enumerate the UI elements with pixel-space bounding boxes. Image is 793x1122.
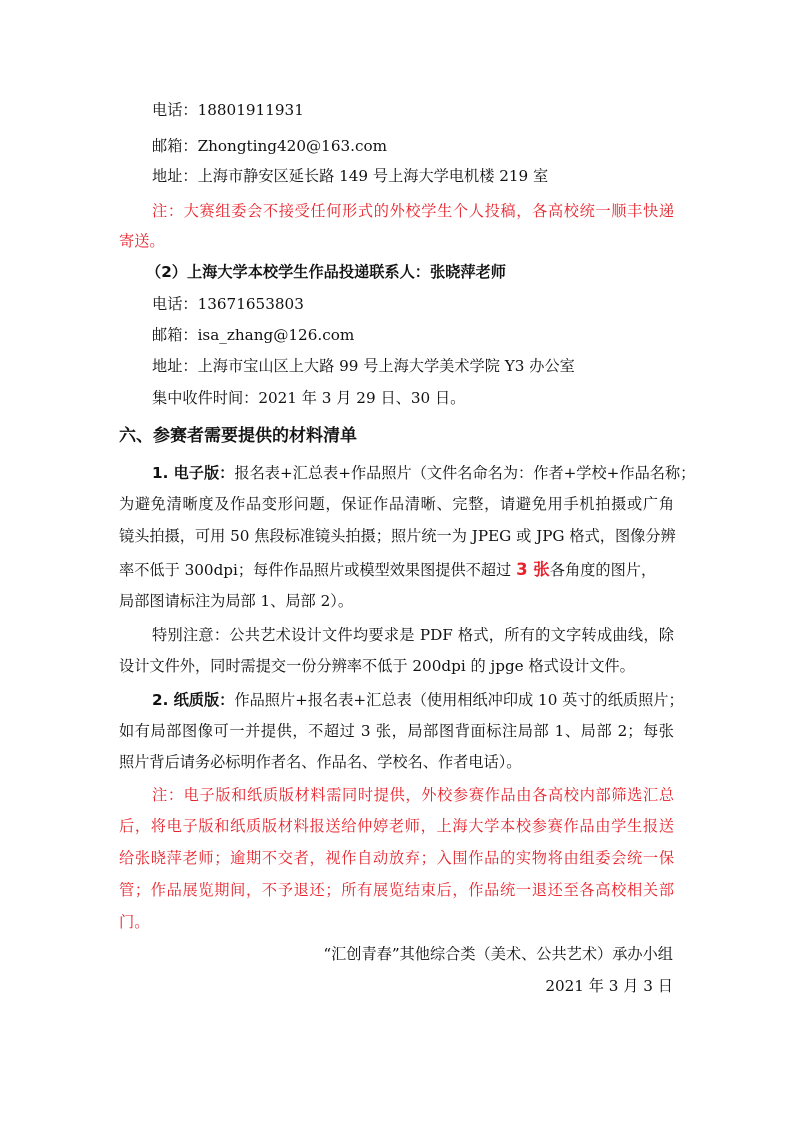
contact1-address: 地址：上海市静安区延长路 149 号上海大学电机楼 219 室 [152, 167, 549, 185]
contact1-email: 邮箱：Zhongting420@163.com [152, 137, 388, 155]
electronic-line3: 镜头拍摄，可用 50 焦段标准镜头拍摄；照片统一为 JPEG 或 JPG 格式，图像分辨 [119, 527, 676, 545]
paper-label: 2. 纸质版： [152, 691, 235, 709]
paper-line1-text: 作品照片+报名表+汇总表（使用相纸冲印成 10 英寸的纸质照片； [234, 691, 684, 709]
red-note-line2: 后，将电子版和纸质版材料报送给仲婷老师，上海大学本校参赛作品由学生报送 [119, 817, 674, 835]
electronic-line4-pre: 率不低于 300dpi；每件作品照片或模型效果图提供不超过 [119, 561, 517, 579]
section6-heading: 六、参赛者需要提供的材料清单 [119, 426, 357, 446]
electronic-line1 [152, 463, 696, 483]
red-note-line4: 管；作品展览期间，不予退还；所有展览结束后，作品统一退还至各高校相关部 [119, 881, 674, 899]
contact2-title: （2）上海大学本校学生作品投递联系人：张晓萍老师 [146, 263, 506, 281]
red-note-line1: 注：电子版和纸质版材料需同时提供，外校参赛作品由各高校内部筛选汇总 [152, 786, 674, 804]
electronic-line4-post: 各角度的图片， [549, 561, 657, 579]
special-note-line2: 设计文件外，同时需提交一份分辨率不低于 200dpi 的 jpge 格式设计文件。 [119, 657, 635, 675]
contact1-phone: 电话：18801911931 [152, 101, 304, 119]
paper-line1 [152, 690, 684, 710]
contact1-note-line1: 注：大赛组委会不接受任何形式的外校学生个人投稿，各高校统一顺丰快递 [152, 202, 674, 220]
electronic-line5: 局部图请标注为局部 1、局部 2）。 [119, 592, 354, 610]
paper-line3: 照片背后请务必标明作者名、作品名、学校名、作者电话）。 [119, 753, 522, 771]
electronic-line2: 为避免清晰度及作品变形问题，保证作品清晰、完整，请避免用手机拍摄或广角 [119, 495, 674, 513]
contact1-note-line2: 寄送。 [119, 232, 165, 250]
signature-organizer: “汇创青春”其他综合类（美术、公共艺术）承办小组 [323, 945, 673, 963]
electronic-line1-text: 报名表+汇总表+作品照片（文件名命名为：作者+学校+作品名称； [234, 464, 696, 482]
signature-date: 2021 年 3 月 3 日 [545, 977, 673, 995]
electronic-label: 1. 电子版： [152, 464, 235, 482]
contact2-email: 邮箱：isa_zhang@126.com [152, 326, 355, 344]
contact2-address: 地址：上海市宝山区上大路 99 号上海大学美术学院 Y3 办公室 [152, 357, 575, 375]
electronic-photo-limit: 3 张 [516, 560, 550, 579]
contact2-collection-time: 集中收件时间：2021 年 3 月 29 日、30 日。 [152, 389, 466, 407]
special-note-line1: 特别注意：公共艺术设计文件均要求是 PDF 格式，所有的文字转成曲线，除 [152, 626, 674, 644]
electronic-line4 [119, 560, 656, 580]
red-note-line3: 给张晓萍老师；逾期不交者，视作自动放弃；入围作品的实物将由组委会统一保 [119, 849, 674, 867]
contact2-phone: 电话：13671653803 [152, 295, 304, 313]
red-note-line5: 门。 [119, 913, 150, 931]
paper-line2: 如有局部图像可一并提供，不超过 3 张，局部图背面标注局部 1、局部 2；每张 [119, 722, 674, 740]
